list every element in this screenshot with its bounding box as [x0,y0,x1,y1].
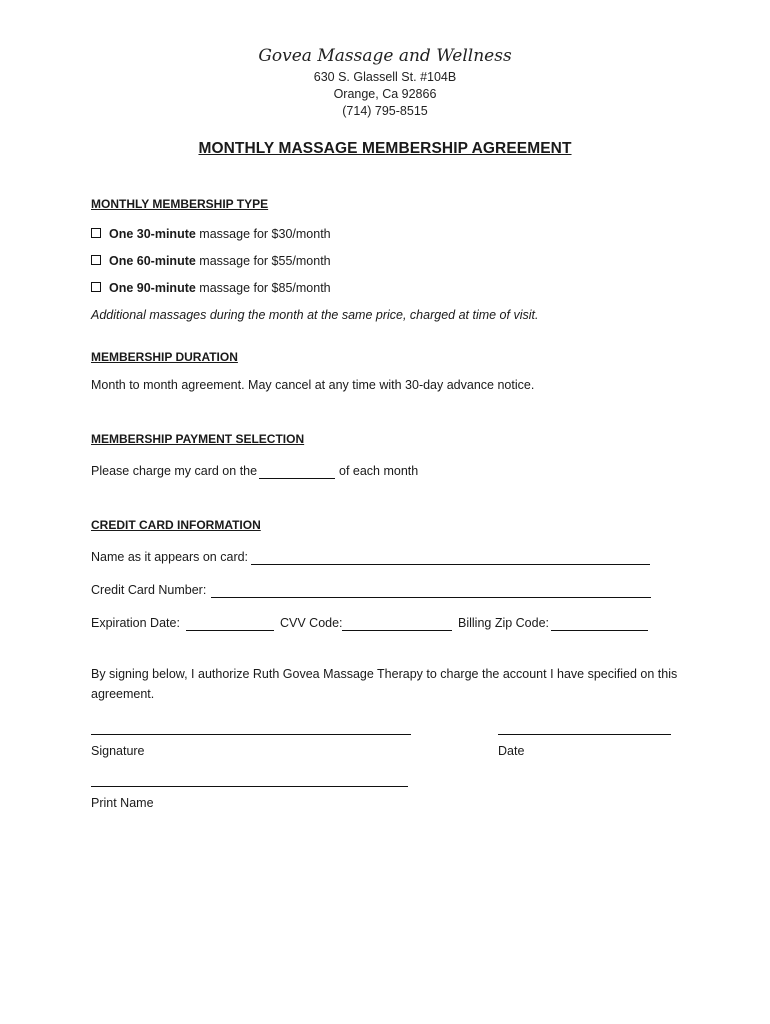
billing-zip-field[interactable] [551,630,648,631]
address-line-2: Orange, Ca 92866 [333,87,437,101]
cvv-field[interactable] [342,630,452,631]
business-name: Govea Massage and Wellness [258,46,512,66]
expiration-label: Expiration Date: [91,616,180,630]
checkbox-90-minute[interactable] [91,282,101,292]
membership-type-heading: MONTHLY MEMBERSHIP TYPE [91,197,269,211]
option-30-price: massage for $30/month [195,227,331,241]
phone-number: (714) 795-8515 [342,104,428,118]
option-90-bold: One 90-minute [109,281,196,295]
signature-label: Signature [91,744,145,758]
option-60-minute[interactable] [91,254,331,268]
option-30-bold: One 30-minute [109,227,196,241]
payment-heading: MEMBERSHIP PAYMENT SELECTION [91,432,305,446]
date-field[interactable] [498,734,671,735]
additional-massages-note: Additional massages during the month at the same price, charged at time of visit. [91,308,539,322]
option-60-price: massage for $55/month [195,254,331,268]
card-number-field[interactable] [211,597,651,598]
authorization-line-2: agreement. [91,687,155,701]
card-number-label: Credit Card Number: [91,583,207,597]
payment-prefix: Please charge my card on the [91,464,258,478]
option-30-minute[interactable] [91,227,331,241]
card-name-field[interactable] [251,564,650,565]
payment-day-field[interactable] [259,478,335,479]
document-title: MONTHLY MASSAGE MEMBERSHIP AGREEMENT [198,140,572,157]
payment-suffix: of each month [339,464,419,478]
card-name-label: Name as it appears on card: [91,550,249,564]
authorization-line-1: By signing below, I authorize Ruth Govea Massage Therapy to charge the account I have specified on this [91,667,678,681]
date-label: Date [498,744,525,758]
option-90-price: massage for $85/month [195,281,331,295]
address-line-1: 630 S. Glassell St. #104B [313,70,457,84]
duration-text: Month to month agreement. May cancel at any time with 30-day advance notice. [91,378,535,392]
print-name-field[interactable] [91,786,408,787]
checkbox-30-minute[interactable] [91,228,101,238]
billing-zip-label: Billing Zip Code: [458,616,550,630]
credit-card-heading: CREDIT CARD INFORMATION [91,518,261,532]
option-60-bold: One 60-minute [109,254,196,268]
option-90-minute[interactable] [91,281,331,295]
cvv-label: CVV Code: [280,616,343,630]
duration-heading: MEMBERSHIP DURATION [91,350,238,364]
signature-field[interactable] [91,734,411,735]
expiration-field[interactable] [186,630,274,631]
checkbox-60-minute[interactable] [91,255,101,265]
print-name-label: Print Name [91,796,154,810]
